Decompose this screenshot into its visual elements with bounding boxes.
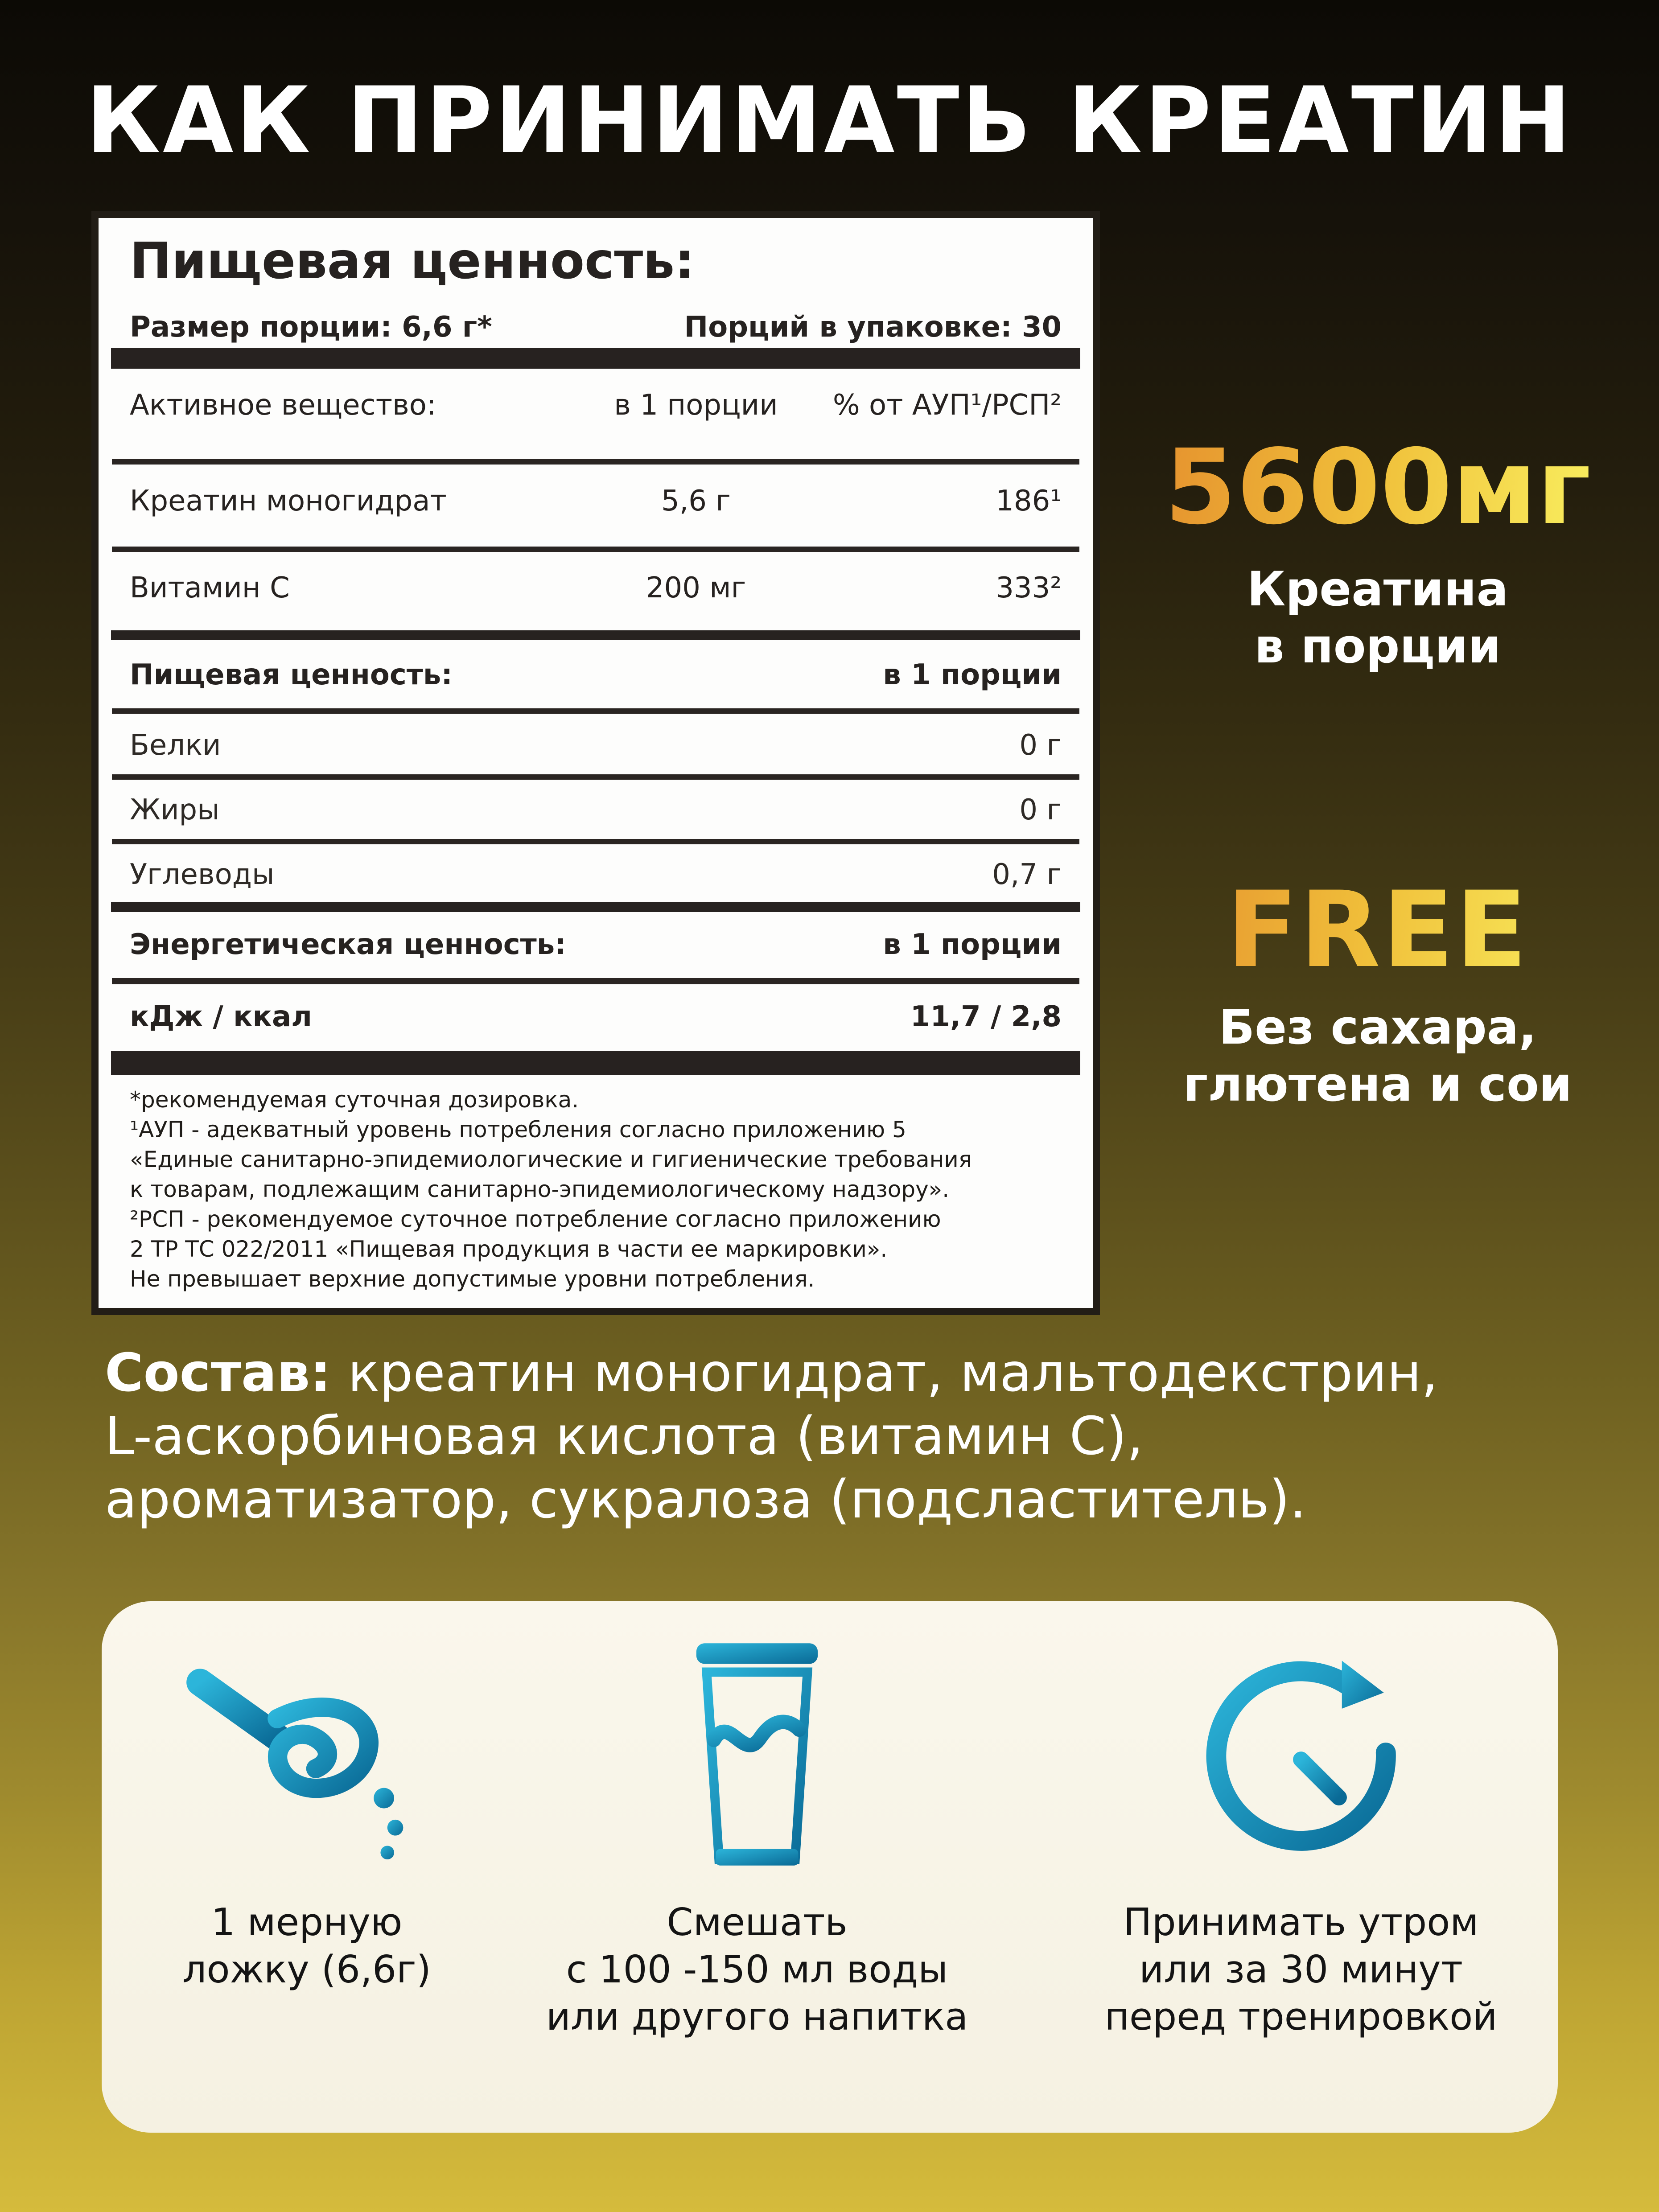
row-value: 0,7 г (992, 858, 1062, 891)
row-name: Углеводы (130, 858, 275, 891)
scoop-icon (119, 1632, 494, 1887)
glass-icon (539, 1632, 976, 1887)
table-row-energy (130, 990, 1062, 1044)
nutrition-header-name: Пищевая ценность: (130, 658, 453, 691)
divider-thick-top (111, 348, 1080, 369)
free-label-line2: глютена и сои (1183, 1057, 1573, 1112)
step-line: Принимать утром (1123, 1900, 1479, 1945)
step-line: или другого напитка (546, 1995, 968, 2039)
servings-per-pack: Порций в упаковке: 30 (684, 311, 1062, 344)
nutrition-header-col: в 1 порции (883, 658, 1062, 691)
divider-thick (111, 902, 1080, 912)
active-header-portion: в 1 порции (614, 389, 778, 422)
step-clock (1096, 1632, 1506, 2041)
divider-thick-bottom (111, 1051, 1080, 1075)
serving-size: Размер порции: 6,6 г* (130, 311, 492, 344)
footnote-line: *рекомендуемая суточная дозировка. (130, 1087, 579, 1113)
footnote-line: 2 ТР ТС 022/2011 «Пищевая продукция в части ее маркировки». (130, 1236, 888, 1262)
footnote-line: к товарам, подлежащим санитарно-эпидемиологическому надзору». (130, 1176, 950, 1202)
table-row-fat (130, 784, 1062, 835)
footnote-line: ²РСП - рекомендуемое суточное потребление согласно приложению (130, 1206, 941, 1232)
divider (112, 978, 1079, 984)
row-value: 0 г (1019, 728, 1062, 762)
footnotes-block (130, 1085, 1062, 1294)
composition-line (105, 1342, 1438, 1403)
step-line: с 100 -150 мл воды (566, 1948, 948, 1992)
footnote-line: «Единые санитарно-эпидемиологические и гигиенические требования (130, 1147, 972, 1172)
composition-label: Состав: (105, 1342, 331, 1403)
energy-header-name: Энергетическая ценность: (130, 928, 566, 961)
row-percent: 186¹ (996, 485, 1062, 518)
row-amount: 200 мг (646, 572, 746, 604)
divider (112, 547, 1079, 552)
divider (112, 839, 1079, 844)
table-row-creatine (130, 474, 1062, 528)
row-value: 11,7 / 2,8 (910, 1000, 1062, 1033)
step-line: или за 30 минут (1139, 1948, 1463, 1992)
composition-line2: L-аскорбиновая кислота (витамин С), (105, 1405, 1144, 1467)
row-name: Белки (130, 728, 221, 762)
energy-header-row (130, 918, 1062, 971)
nutrition-header-row (130, 648, 1062, 702)
row-name: Жиры (130, 793, 220, 826)
footnote-line: Не превышает верхние допустимые уровни потребления. (130, 1266, 815, 1292)
composition-line1: креатин моногидрат, мальтодекстрин, (331, 1342, 1438, 1403)
step-line: Смешать (667, 1900, 848, 1945)
page-title: КАК ПРИНИМАТЬ КРЕАТИН (86, 68, 1573, 174)
divider-thick (111, 630, 1080, 640)
divider (112, 774, 1079, 780)
row-value: 0 г (1019, 793, 1062, 826)
composition-text (105, 1341, 1621, 1531)
step-caption (539, 1899, 976, 2041)
row-name: Витамин С (130, 572, 290, 604)
serving-row (130, 307, 1062, 347)
row-name: Креатин моногидрат (130, 485, 447, 518)
dose-value: 5600мг (1132, 427, 1623, 547)
dose-label-line1: Креатина (1247, 562, 1509, 617)
row-amount: 5,6 г (661, 485, 731, 518)
composition-line3: ароматизатор, сукралоза (подсластитель). (105, 1468, 1307, 1530)
dose-label-line2: в порции (1254, 619, 1501, 674)
table-row-vitamin-c (130, 561, 1062, 615)
divider (112, 459, 1079, 465)
nutrition-facts-panel (91, 211, 1100, 1315)
free-value: FREE (1132, 869, 1623, 991)
divider (112, 708, 1079, 714)
row-name: кДж / ккал (130, 1000, 312, 1033)
step-caption (119, 1899, 494, 1994)
table-row-carbs (130, 849, 1062, 900)
active-header-percent: % от АУП¹/РСП² (832, 389, 1062, 422)
active-header-row (130, 378, 1062, 432)
step-caption (1096, 1899, 1506, 2041)
row-percent: 333² (996, 572, 1062, 604)
energy-header-col: в 1 порции (883, 928, 1062, 961)
free-label-line1: Без сахара, (1219, 1000, 1537, 1055)
step-line: ложку (6,6г) (182, 1948, 431, 1992)
free-highlight (1132, 869, 1623, 1113)
step-line: 1 мерную (211, 1900, 403, 1945)
step-scoop (119, 1632, 494, 1994)
instructions-card (102, 1601, 1558, 2133)
table-row-protein (130, 720, 1062, 771)
panel-heading: Пищевая ценность: (130, 232, 695, 290)
active-header-name: Активное вещество: (130, 389, 436, 422)
step-glass (539, 1632, 976, 2041)
footnote-line: ¹АУП - адекватный уровень потребления согласно приложению 5 (130, 1117, 906, 1143)
clock-icon (1096, 1632, 1506, 1887)
dose-highlight (1132, 427, 1623, 675)
step-line: перед тренировкой (1104, 1995, 1498, 2039)
